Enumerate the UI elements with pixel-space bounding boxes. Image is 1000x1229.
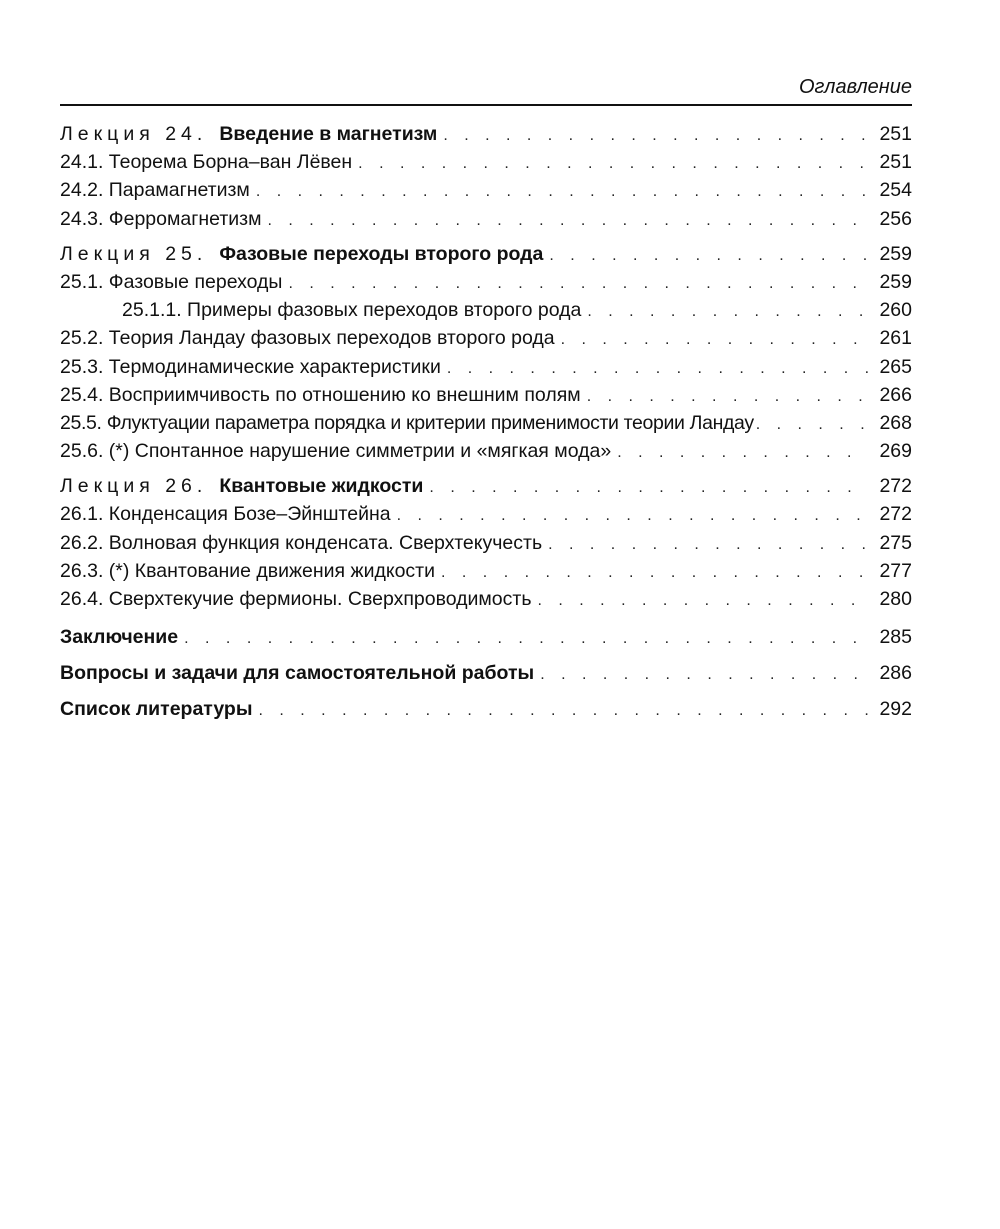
dot-leader [429,474,868,502]
page-number: 275 [879,531,912,554]
toc-section-24-3[interactable] [60,205,912,233]
dot-leader [549,242,868,270]
page-number: 260 [879,299,912,322]
page-number: 259 [879,270,912,293]
page-number: 285 [879,626,912,649]
chapter-title: Вопросы и задачи для самостоятельной работы [60,662,535,685]
chapter-title: Заключение [60,626,179,649]
dot-leader [587,383,868,411]
toc-section-25-4[interactable] [60,381,912,409]
dot-leader [538,587,869,615]
toc-section-25-1[interactable] [60,268,912,296]
page-number: 268 [879,411,912,434]
section-title: 25.4. Восприимчивость по отношению ко внешним полям [60,383,581,406]
page-number: 266 [879,383,912,406]
section-title: 25.6. (*) Спонтанное нарушение симметрии и «мягкая мода» [60,440,612,463]
running-header [60,72,912,106]
dot-leader [358,150,868,178]
toc-section-26-3[interactable] [60,557,912,585]
lecture-prefix: Лекция 26. [60,475,208,498]
table-of-contents [60,120,912,727]
section-title: 26.1. Конденсация Бозе–Эйнштейна [60,503,391,526]
dot-leader [548,531,868,559]
section-title: 25.5. Флуктуации параметра порядка и критерии применимости теории Ландау [60,411,754,434]
dot-leader [443,122,868,150]
toc-section-26-1[interactable] [60,500,912,528]
toc-subsection-25-1-1[interactable] [60,296,912,324]
page-number: 286 [879,662,912,685]
subsection-title: 25.1.1. Примеры фазовых переходов второго рода [122,299,582,322]
section-title: 24.2. Парамагнетизм [60,179,250,202]
dot-leader [256,178,868,206]
toc-section-25-6[interactable] [60,437,912,465]
toc-section-25-3[interactable] [60,353,912,381]
lecture-prefix: Лекция 25. [60,242,208,265]
page-number: 272 [879,475,912,498]
section-title: 25.2. Теория Ландау фазовых переходов второго рода [60,327,555,350]
toc-bibliography[interactable] [60,691,912,727]
lecture-title: Введение в магнетизм [219,123,438,145]
section-title: 24.1. Теорема Борна–ван Лёвен [60,151,353,174]
dot-leader [617,439,868,467]
dot-leader [397,502,868,530]
page-number: 254 [879,179,912,202]
section-title: 26.4. Сверхтекучие фермионы. Сверхпроводимость [60,588,532,610]
dot-leader [268,207,869,235]
page-number: 269 [879,440,912,463]
section-title: 25.1. Фазовые переходы [60,270,283,293]
page-number: 280 [879,588,912,610]
page-number: 272 [879,503,912,526]
dot-leader [259,693,869,729]
section-title: 26.3. (*) Квантование движения жидкости [60,559,436,582]
lecture-title: Квантовые жидкости [219,475,424,498]
toc-section-25-5[interactable] [60,409,912,437]
running-title: Оглавление [798,76,912,98]
page-number: 259 [879,242,912,265]
page-number: 265 [879,355,912,378]
page-number: 292 [879,698,912,721]
section-title: 24.3. Ферромагнетизм [60,207,262,230]
dot-leader [447,355,868,383]
toc-section-26-4[interactable] [60,585,912,613]
dot-leader [540,657,868,693]
dot-leader [441,559,868,587]
page-number: 277 [879,559,912,582]
toc-section-24-2[interactable] [60,176,912,204]
toc-section-24-1[interactable] [60,148,912,176]
lecture-prefix: Лекция 24. [60,123,208,145]
dot-leader [288,270,868,298]
page-number: 261 [879,327,912,350]
toc-section-25-2[interactable] [60,324,912,352]
page-number: 251 [879,123,912,145]
section-title: 25.3. Термодинамические характеристики [60,355,441,378]
toc-lecture-26[interactable] [60,472,912,500]
dot-leader [561,326,868,354]
page-number: 251 [879,151,912,174]
lecture-title: Фазовые переходы второго рода [219,242,544,265]
toc-conclusion[interactable] [60,619,912,655]
toc-lecture-25[interactable] [60,240,912,268]
chapter-title: Список литературы [60,698,253,721]
dot-leader [756,411,872,439]
toc-questions-and-problems[interactable] [60,655,912,691]
dot-leader [184,621,868,657]
section-title: 26.2. Волновая функция конденсата. Сверхтекучесть [60,531,543,554]
toc-lecture-24[interactable] [60,120,912,148]
dot-leader [587,298,868,326]
page-number: 256 [879,207,912,230]
book-page [60,72,912,727]
toc-section-26-2[interactable] [60,529,912,557]
